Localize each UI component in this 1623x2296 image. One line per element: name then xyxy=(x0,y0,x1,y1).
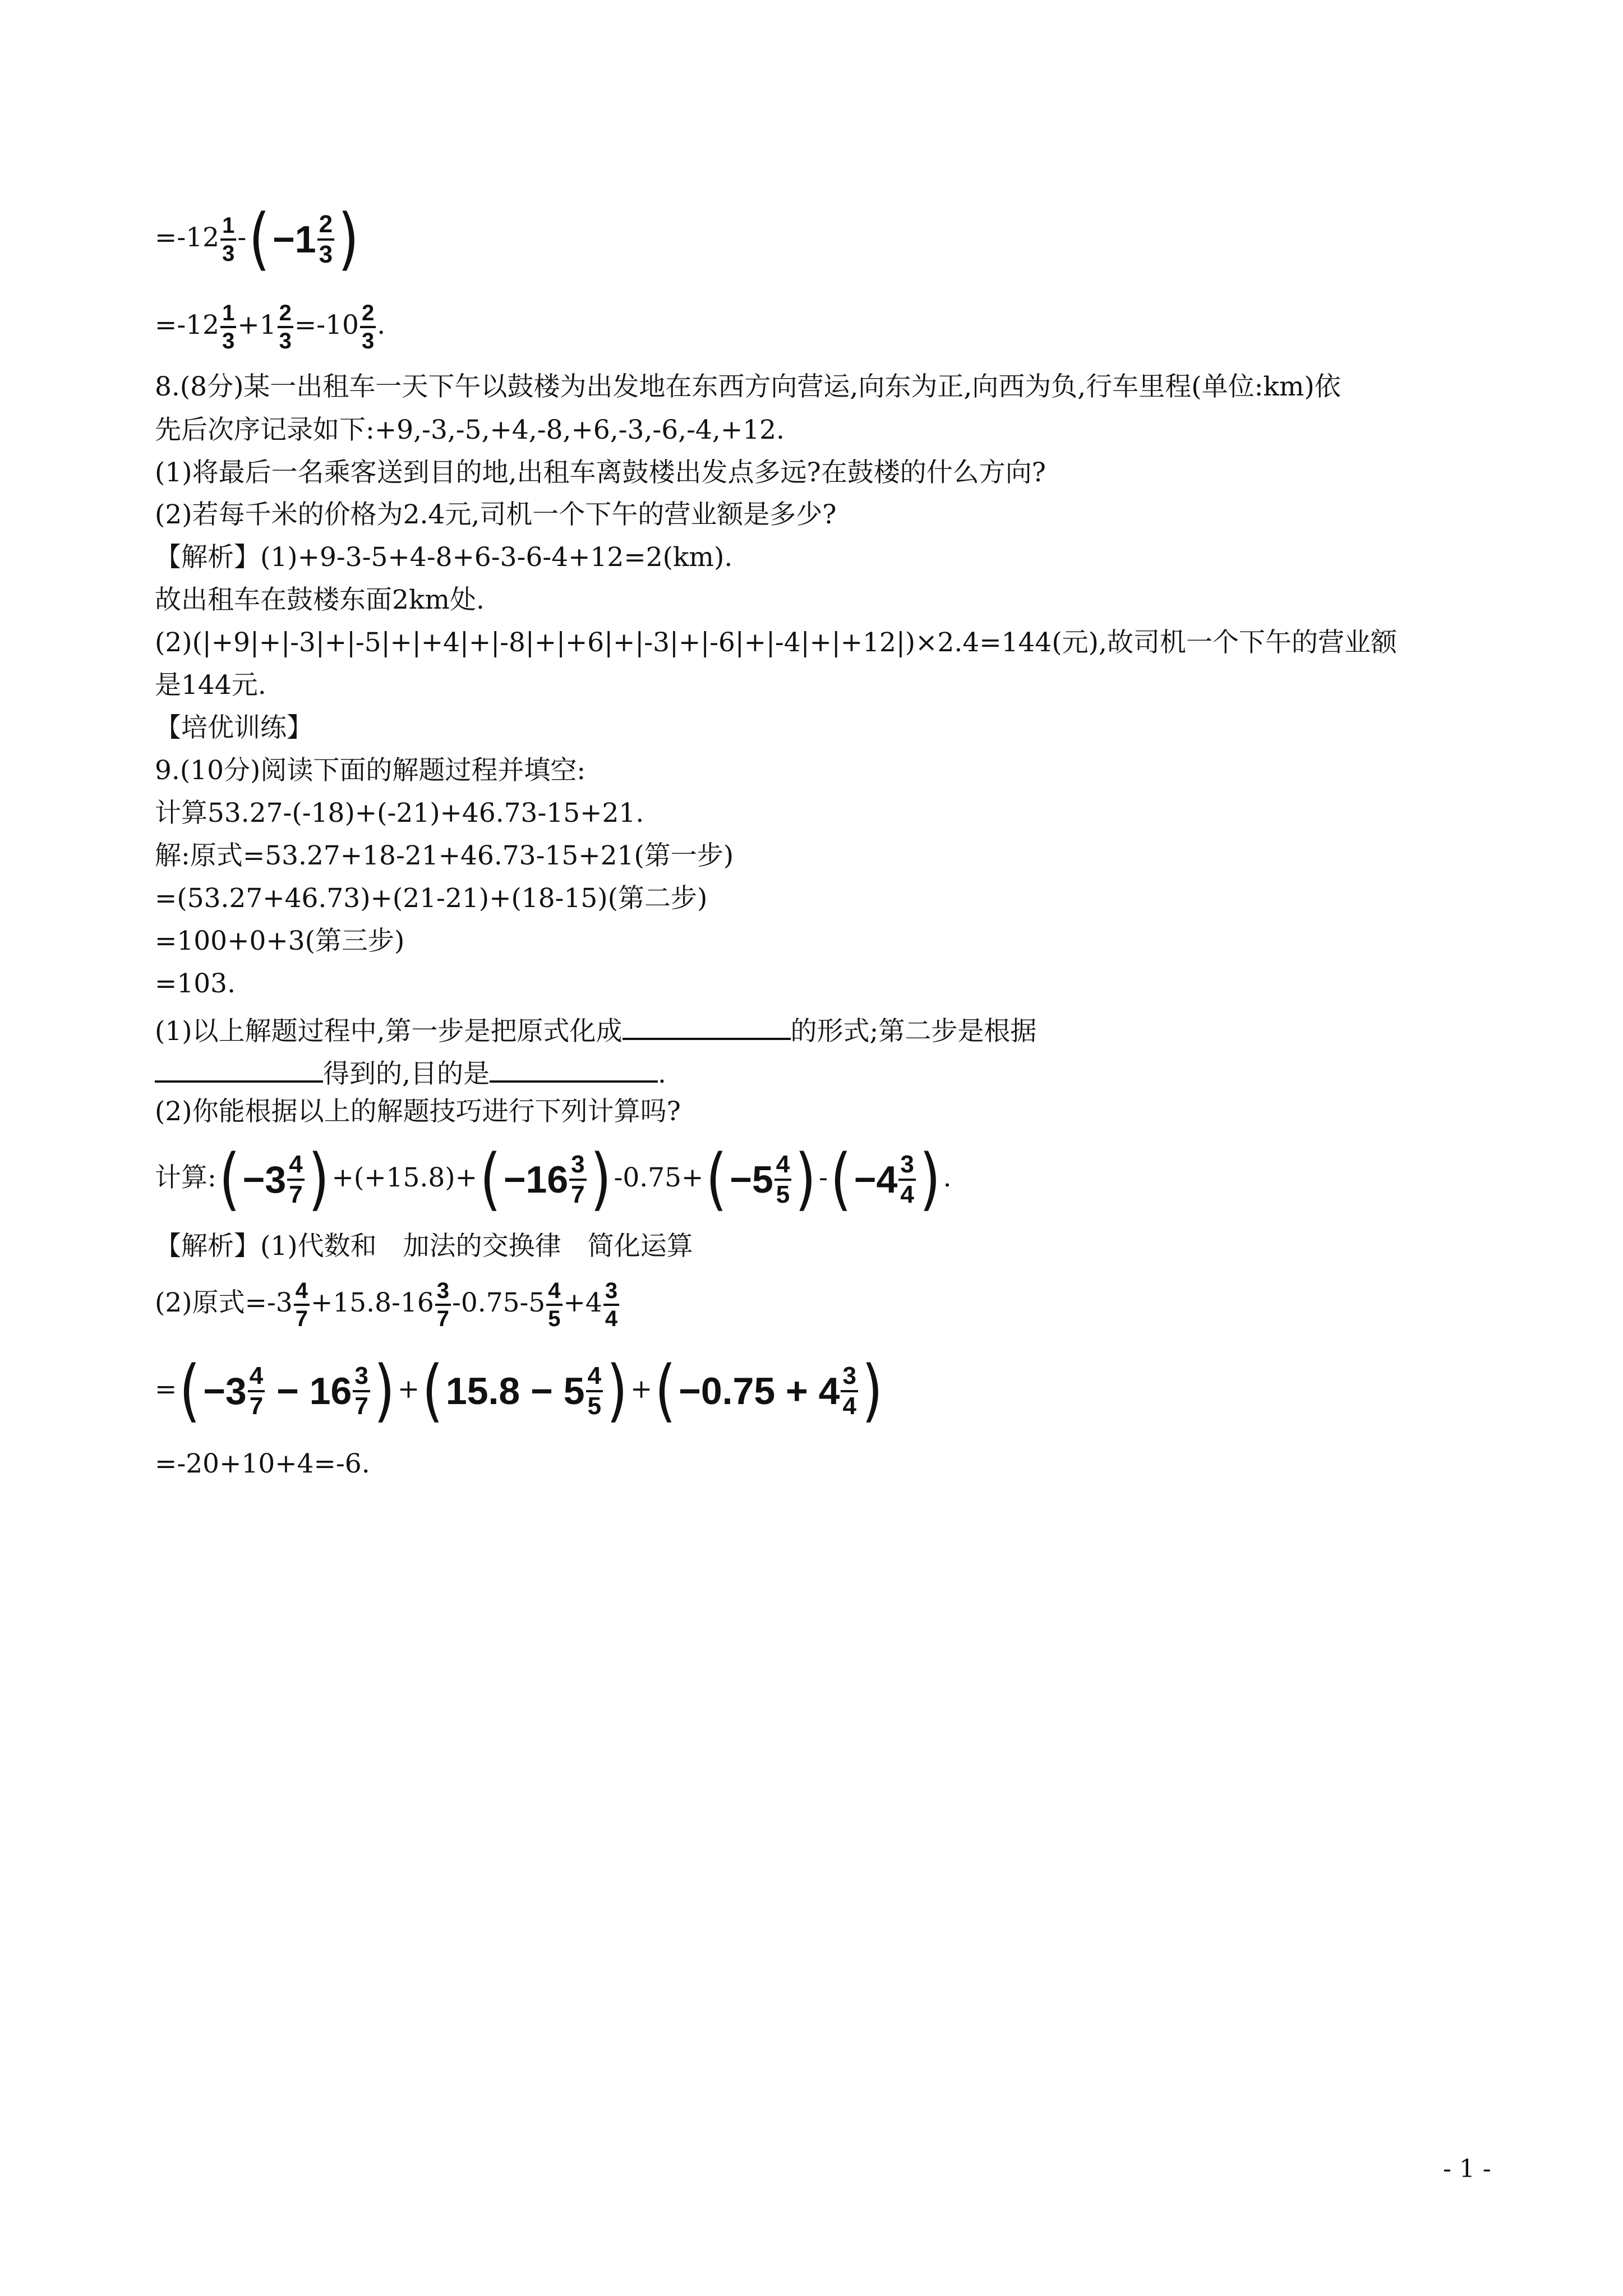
q9-part1-line1 xyxy=(155,1010,1036,1048)
fraction-numerator: 3 xyxy=(353,1362,370,1392)
q8-solution-2: 故出租车在鼓楼东面2km处. xyxy=(155,585,485,615)
fraction-numerator: 4 xyxy=(774,1151,791,1181)
fraction-denominator: 5 xyxy=(587,1392,602,1420)
fraction-denominator: 7 xyxy=(249,1392,264,1420)
left-paren: ( xyxy=(248,200,270,278)
calc-mid-3: - xyxy=(819,1162,828,1193)
fraction-numerator: 2 xyxy=(360,300,376,328)
mixed-number xyxy=(273,210,335,269)
q8-solution-1: 【解析】(1)+9-3-5+4-8+6-3-6-4+12=2(km). xyxy=(155,542,733,573)
page-number: - 1 - xyxy=(1443,2155,1491,2183)
step-b-line xyxy=(155,300,385,354)
fraction xyxy=(220,300,236,354)
right-paren: ) xyxy=(606,1352,628,1430)
right-paren: ) xyxy=(374,1352,395,1430)
fraction xyxy=(287,1151,304,1209)
fraction-numerator: 2 xyxy=(278,300,293,328)
group-2 xyxy=(446,1362,604,1420)
fraction-denominator: 7 xyxy=(354,1392,368,1420)
fraction-numerator: 4 xyxy=(546,1278,562,1306)
q8-question-2: (2)若每千米的价格为2.4元,司机一个下午的营业额是多少? xyxy=(155,499,837,530)
answer-2-mid-2: -0.75-5 xyxy=(451,1287,546,1318)
calc-label: 计算: xyxy=(155,1162,216,1193)
fraction xyxy=(360,300,376,354)
answer-2-prefix: (2)原式=-3 xyxy=(155,1287,293,1318)
mixed-whole: −16 xyxy=(503,1158,569,1201)
group-1-b: − 16 xyxy=(266,1370,352,1412)
fraction xyxy=(248,1362,265,1420)
mixed-whole: −4 xyxy=(854,1158,898,1201)
fraction-numerator: 4 xyxy=(248,1362,265,1392)
fraction xyxy=(569,1151,586,1209)
mixed-whole: −3 xyxy=(242,1158,287,1201)
answer-blank-3[interactable] xyxy=(490,1052,658,1083)
q9-answer-2 xyxy=(155,1278,620,1332)
fraction xyxy=(353,1362,370,1420)
fraction xyxy=(586,1362,603,1420)
group-3-a: −0.75 + 4 xyxy=(679,1370,840,1412)
q8-stem-line2: 先后次序记录如下:+9,-3,-5,+4,-8,+6,-3,-6,-4,+12. xyxy=(155,415,785,445)
fraction-numerator: 4 xyxy=(287,1151,304,1181)
fraction-numerator: 1 xyxy=(220,300,236,328)
q9-step-3: =100+0+3(第三步) xyxy=(155,926,405,956)
fraction xyxy=(294,1278,310,1332)
answer-blank-2[interactable] xyxy=(155,1052,323,1083)
q8-solution-4: 是144元. xyxy=(155,670,266,701)
q9-answer-4: =-20+10+4=-6. xyxy=(155,1448,370,1479)
fraction xyxy=(841,1362,857,1420)
step-b-mid: +1 xyxy=(237,310,276,341)
q9-answer-1: 【解析】(1)代数和 加法的交换律 简化运算 xyxy=(155,1231,693,1262)
right-paren: ) xyxy=(338,200,359,278)
fraction xyxy=(435,1278,451,1332)
left-paren: ( xyxy=(219,1140,240,1218)
left-paren: ( xyxy=(422,1352,444,1430)
q9-part1-line2 xyxy=(155,1052,666,1091)
fraction-denominator: 3 xyxy=(222,241,235,266)
answer-blank-1[interactable] xyxy=(623,1010,791,1040)
fraction-numerator: 3 xyxy=(841,1362,857,1392)
q9-answer-3 xyxy=(155,1352,886,1430)
mixed-whole: −1 xyxy=(273,218,316,261)
fraction-denominator: 7 xyxy=(289,1181,303,1208)
q8-solution-3: (2)(|+9|+|-3|+|-5|+|+4|+|-8|+|+6|+|-3|+|-6|+|-4|+|+12|)×2.4=144(元),故司机一个下午的营业额 xyxy=(155,627,1397,658)
mixed-number xyxy=(243,1151,306,1209)
fraction-denominator: 3 xyxy=(279,329,292,353)
fraction-denominator: 7 xyxy=(436,1306,449,1331)
group-1 xyxy=(203,1362,371,1420)
right-paren: ) xyxy=(308,1140,329,1218)
left-paren: ( xyxy=(706,1140,727,1218)
right-paren: ) xyxy=(861,1352,883,1430)
q9-calc: 计算53.27-(-18)+(-21)+46.73-15+21. xyxy=(155,798,644,829)
answer-3-prefix: = xyxy=(155,1374,177,1405)
group-2-a: 15.8 − 5 xyxy=(445,1370,585,1412)
q9-stem: 9.(10分)阅读下面的解题过程并填空: xyxy=(155,755,586,786)
step-b-eq: =-10 xyxy=(294,310,359,341)
answer-2-mid-3: +4 xyxy=(563,1287,602,1318)
q9-part1-text-b: 的形式;第二步是根据 xyxy=(790,1016,1037,1047)
group-1-a: −3 xyxy=(203,1370,247,1412)
fraction-denominator: 3 xyxy=(361,329,375,353)
fraction-denominator: 5 xyxy=(548,1306,561,1331)
fraction-numerator: 2 xyxy=(317,210,334,241)
fraction-denominator: 4 xyxy=(900,1181,914,1208)
q9-step-2: =(53.27+46.73)+(21-21)+(18-15)(第二步) xyxy=(155,883,708,914)
fraction-denominator: 4 xyxy=(842,1392,856,1420)
plus-operator: + xyxy=(630,1374,653,1405)
q9-part1-text-a: (1)以上解题过程中,第一步是把原式化成 xyxy=(155,1016,623,1047)
fraction xyxy=(603,1278,619,1332)
q9-part1-text-c: 得到的,目的是 xyxy=(323,1059,490,1089)
q9-calc2-expression xyxy=(155,1140,952,1218)
period: . xyxy=(943,1162,952,1193)
fraction xyxy=(546,1278,562,1332)
fraction-denominator: 4 xyxy=(605,1306,618,1331)
fraction-denominator: 3 xyxy=(319,241,333,268)
left-paren: ( xyxy=(479,1140,501,1218)
right-paren: ) xyxy=(795,1140,817,1218)
period: . xyxy=(657,1059,666,1089)
plus-operator: + xyxy=(397,1374,420,1405)
fraction-denominator: 7 xyxy=(571,1181,585,1208)
fraction-numerator: 3 xyxy=(569,1151,586,1181)
left-paren: ( xyxy=(654,1352,676,1430)
group-3 xyxy=(679,1362,859,1420)
step-a-line xyxy=(155,200,362,278)
mixed-number xyxy=(730,1151,792,1209)
operator: - xyxy=(237,222,247,253)
fraction-numerator: 4 xyxy=(294,1278,310,1306)
fraction-numerator: 3 xyxy=(435,1278,451,1306)
mixed-number xyxy=(504,1151,588,1209)
mixed-number xyxy=(854,1151,917,1209)
right-paren: ) xyxy=(919,1140,940,1218)
q8-stem-line1: 8.(8分)某一出租车一天下午以鼓楼为出发地在东西方向营运,向东为正,向西为负,行车里程(单位:km)依 xyxy=(155,371,1341,402)
period: . xyxy=(377,310,386,341)
left-paren: ( xyxy=(830,1140,852,1218)
fraction xyxy=(220,213,236,266)
step-b-prefix: =-12 xyxy=(155,310,220,341)
fraction xyxy=(898,1151,915,1209)
section-title: 【培优训练】 xyxy=(155,712,313,743)
q9-step-4: =103. xyxy=(155,968,236,999)
mixed-whole: −5 xyxy=(730,1158,773,1201)
fraction xyxy=(278,300,293,354)
step-a-prefix: =-12 xyxy=(155,222,220,253)
fraction-numerator: 1 xyxy=(220,213,236,241)
q8-question-1: (1)将最后一名乘客送到目的地,出租车离鼓楼出发点多远?在鼓楼的什么方向? xyxy=(155,457,1046,488)
fraction xyxy=(317,210,334,269)
fraction-numerator: 3 xyxy=(603,1278,619,1306)
left-paren: ( xyxy=(179,1352,201,1430)
calc-mid-2: -0.75+ xyxy=(614,1162,704,1193)
q9-step-1: 解:原式=53.27+18-21+46.73-15+21(第一步) xyxy=(155,840,734,871)
fraction xyxy=(774,1151,791,1209)
calc-mid-1: +(+15.8)+ xyxy=(331,1162,477,1193)
answer-2-mid-1: +15.8-16 xyxy=(311,1287,434,1318)
fraction-numerator: 4 xyxy=(586,1362,603,1392)
fraction-denominator: 3 xyxy=(222,329,235,353)
q9-part2: (2)你能根据以上的解题技巧进行下列计算吗? xyxy=(155,1096,681,1127)
right-paren: ) xyxy=(590,1140,611,1218)
fraction-denominator: 7 xyxy=(295,1306,308,1331)
fraction-denominator: 5 xyxy=(776,1181,790,1208)
fraction-numerator: 3 xyxy=(898,1151,915,1181)
